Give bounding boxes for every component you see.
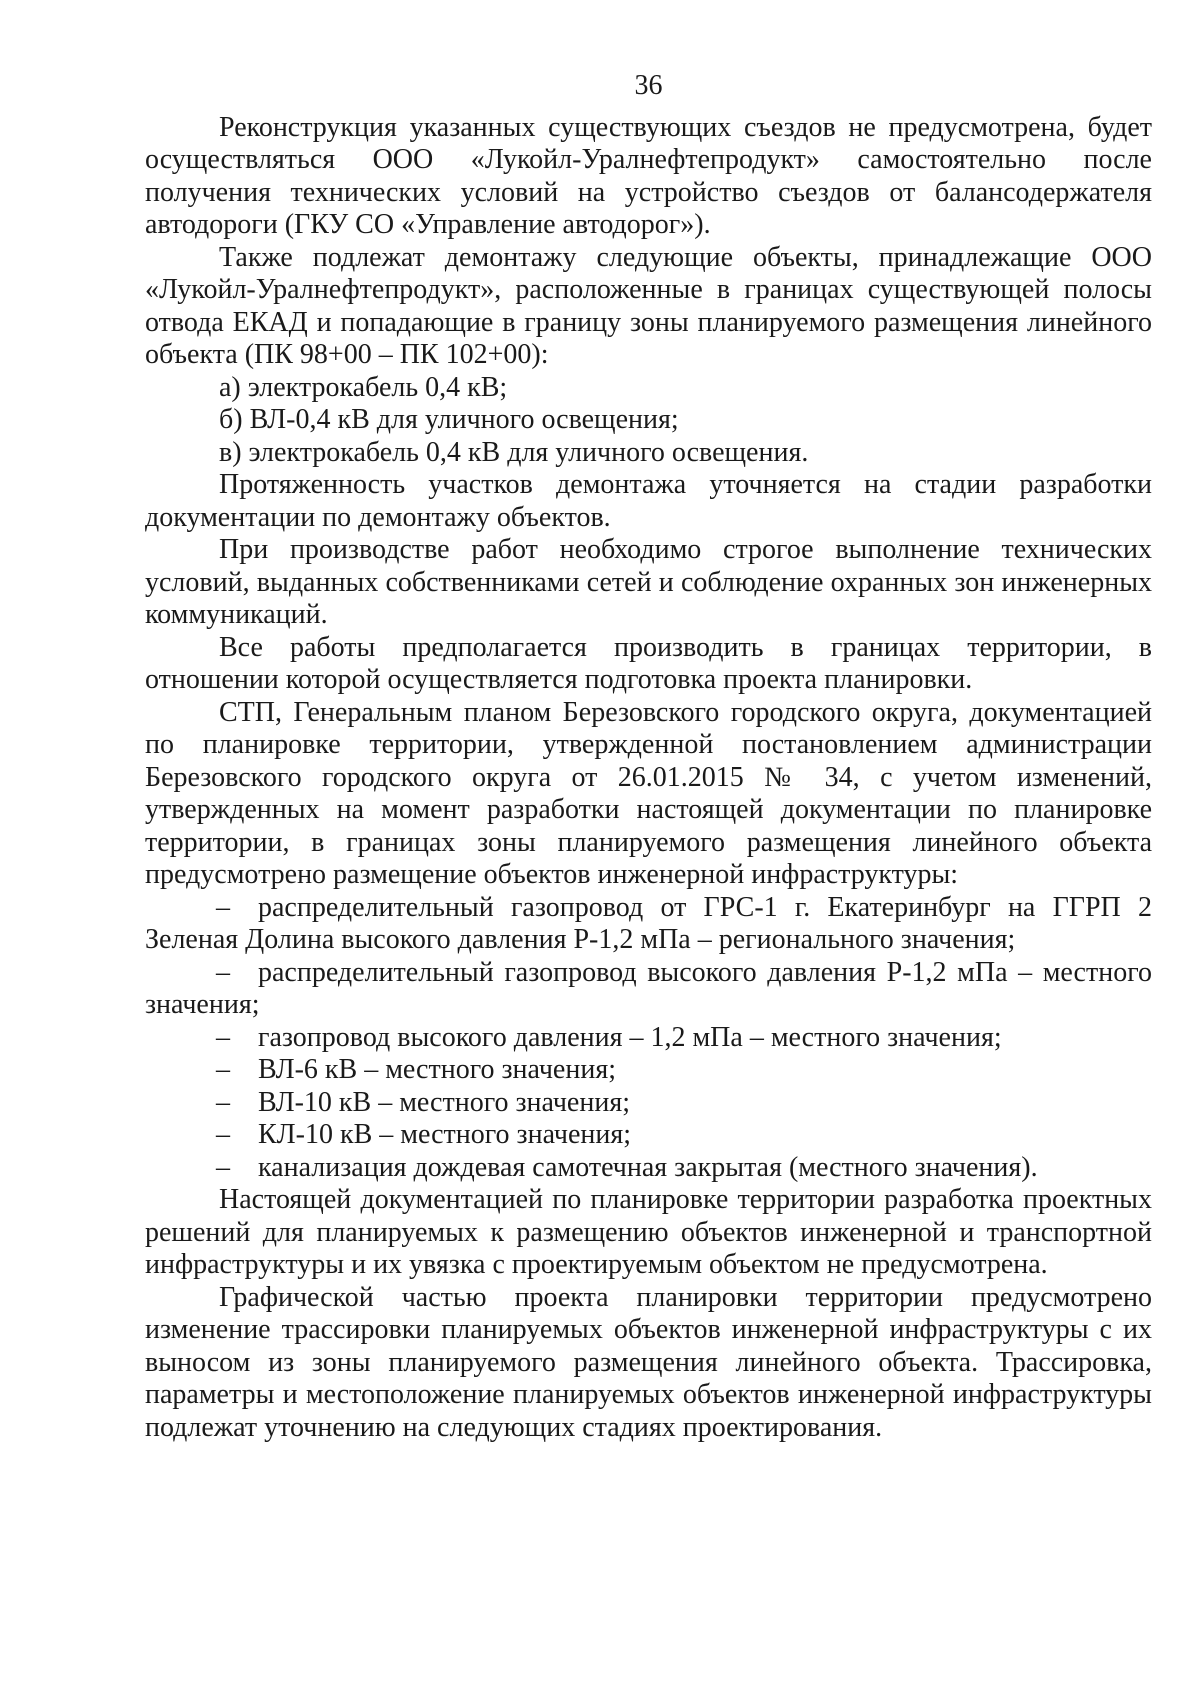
demolition-item-c: в) электрокабель 0,4 кВ для уличного освещения. [219, 436, 809, 468]
infrastructure-item-text: канализация дождевая самотечная закрытая (местного значения). [258, 1151, 1038, 1183]
infrastructure-item-text: ВЛ-6 кВ – местного значения; [258, 1054, 616, 1085]
infrastructure-item [145, 1152, 1152, 1185]
infrastructure-item [145, 1119, 1152, 1152]
document-page [145, 70, 1152, 1444]
paragraph-work-boundaries: Все работы предполагается производить в границах территории, в отношении которой осуществляется подготовка проекта планировки. [145, 631, 1152, 695]
infrastructure-item [145, 1022, 1152, 1055]
infrastructure-item-text: распределительный газопровод от ГРС-1 г. Екатеринбург на ГГРП 2 Зеленая Долина высокого давления Р-1,2 мПа – регионального значения; [145, 891, 1152, 955]
infrastructure-item-text: газопровод высокого давления – 1,2 мПа – местного значения; [258, 1021, 1002, 1053]
list-dash: – [216, 1151, 230, 1183]
infrastructure-item-text: распределительный газопровод высокого давления Р-1,2 мПа – местного значения; [145, 956, 1152, 1020]
infrastructure-item [145, 957, 1152, 1022]
infrastructure-item [145, 892, 1152, 957]
paragraph-planned-infrastructure: СТП, Генеральным планом Березовского городского округа, документацией по планировке территории, утвержденной постановлением администрации Березовского городского округа от 26.01.2015 № 34, с учетом изменений, утвержденных на момент разработки настоящей документации по планировке территории, в границах зоны планируемого размещения линейного объекта предусмотрено размещение объектов инженерной инфраструктуры: [145, 696, 1152, 890]
paragraph-no-design-solutions: Настоящей документацией по планировке территории разработка проектных решений для планируемых к размещению объектов инженерной и транспортной инфраструктуры и их увязка с проектируемым объектом не предусмотрена. [145, 1184, 1152, 1280]
infrastructure-item-text: КЛ-10 кВ – местного значения; [258, 1119, 632, 1150]
list-dash: – [216, 956, 230, 988]
paragraph-graphic-part: Графической частью проекта планировки территории предусмотрено изменение трассировки планируемых объектов инженерной инфраструктуры с их выносом из зоны планируемого размещения линейного объекта. Трассировка, параметры и местоположение планируемых объектов инженерной инфраструктуры подлежат уточнению на следующих стадиях проектирования. [145, 1281, 1152, 1443]
list-dash: – [216, 891, 230, 923]
list-dash: – [216, 1119, 230, 1150]
paragraph-demolition-intro: Также подлежат демонтажу следующие объекты, принадлежащие ООО «Лукойл-Уралнефтепродукт», расположенные в границах существующей полосы отвода ЕКАД и попадающие в границу зоны планируемого размещения линейного объекта (ПК 98+00 – ПК 102+00): [145, 241, 1152, 370]
list-dash: – [216, 1021, 230, 1053]
infrastructure-item [145, 1054, 1152, 1087]
paragraph-reconstruction: Реконструкция указанных существующих съездов не предусмотрена, будет осуществляться ООО «Лукойл-Уралнефтепродукт» самостоятельно после получения технических условий на устройство съездов от балансодержателя автодороги (ГКУ СО «Управление автодорог»). [145, 111, 1152, 240]
infrastructure-item [145, 1087, 1152, 1120]
paragraph-demolition-length: Протяженность участков демонтажа уточняется на стадии разработки документации по демонтажу объектов. [145, 469, 1152, 533]
paragraph-technical-conditions: При производстве работ необходимо строгое выполнение технических условий, выданных собственниками сетей и соблюдение охранных зон инженерных коммуникаций. [145, 534, 1152, 630]
demolition-item-a: а) электрокабель 0,4 кВ; [219, 371, 508, 403]
infrastructure-item-text: ВЛ-10 кВ – местного значения; [258, 1086, 630, 1118]
page-number: 36 [634, 70, 663, 101]
list-dash: – [216, 1086, 230, 1118]
demolition-item-b: б) ВЛ-0,4 кВ для уличного освещения; [219, 404, 679, 435]
list-dash: – [216, 1054, 230, 1085]
